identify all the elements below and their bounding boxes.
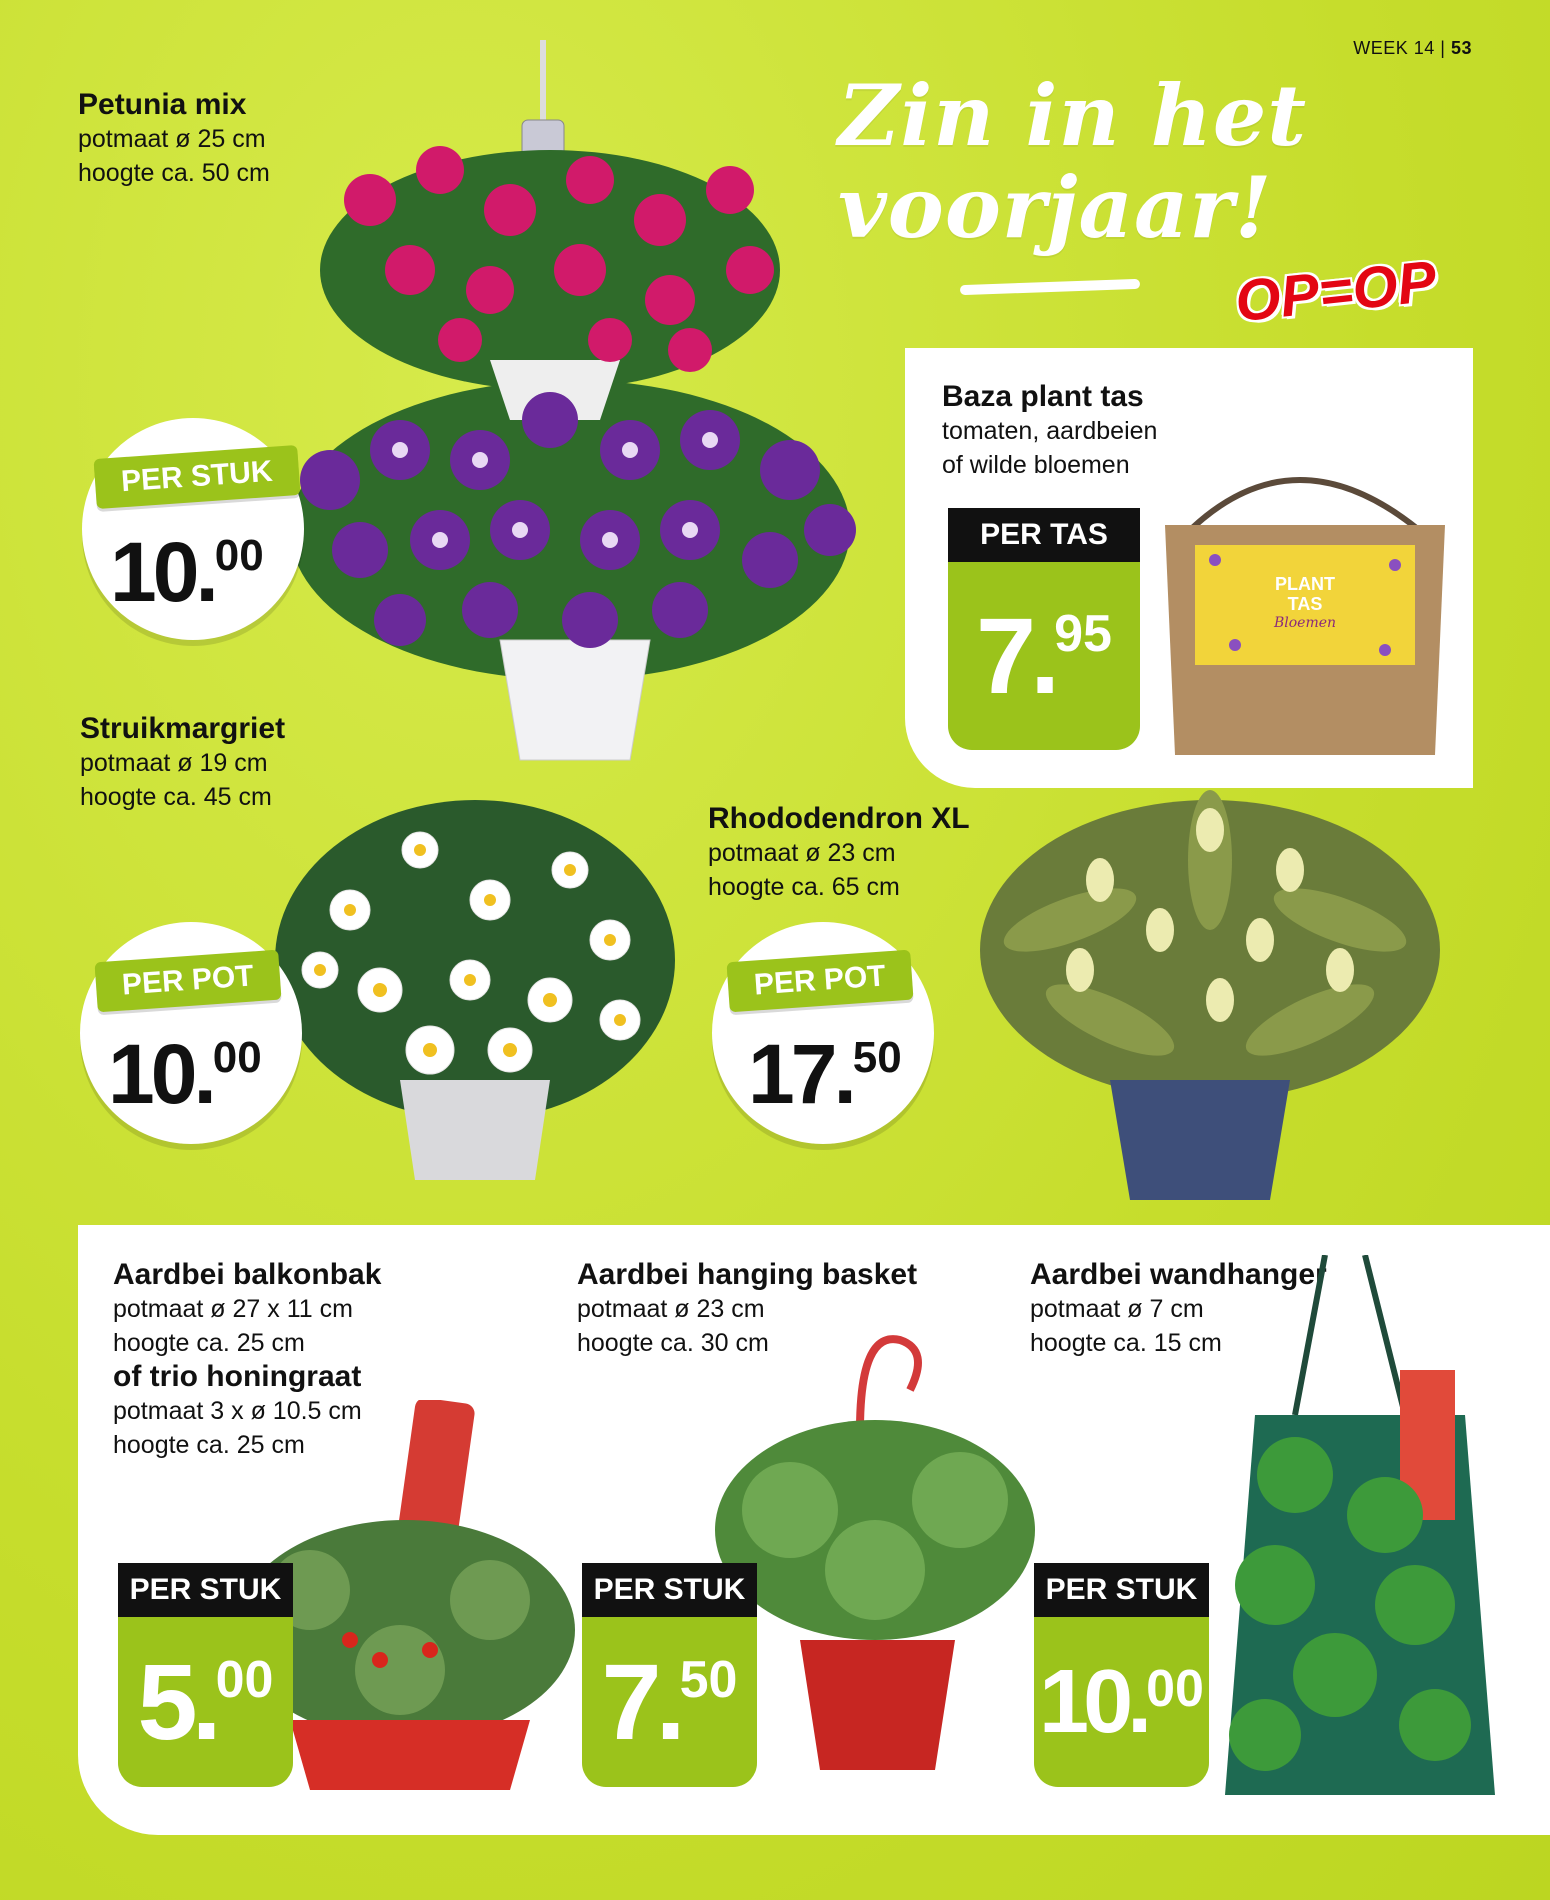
price-main: 10 [1039,1652,1128,1752]
rhododendron-unit-label: PER POT [726,950,913,1013]
product-height: hoogte ca. 25 cm [113,1329,305,1357]
product-size: potmaat ø 23 cm [708,839,896,867]
wandhanger-unit-label: PER STUK [1034,1563,1209,1617]
product-title-alt: of trio honingraat [113,1360,362,1393]
product-title: Rhododendron XL [708,802,970,835]
balkonbak-price: 5.00 [118,1617,293,1787]
wandhanger-price: 10.00 [1034,1617,1209,1787]
product-title: Aardbei hanging basket [577,1258,918,1291]
rhododendron-image [960,770,1460,1210]
petunia-price: 10.00 [110,525,264,619]
price-cents: 95 [1054,605,1112,663]
struikmargriet-price: 10.00 [108,1027,262,1121]
bag-label-line-1: PLANT [1275,574,1335,594]
baza-info [942,380,1157,482]
headline [838,66,1308,257]
product-variant-1: tomaten, aardbeien [942,417,1158,445]
bag-label-line-3: Bloemen [1273,615,1337,631]
week-label: WEEK 14 [1353,38,1435,58]
product-title: Petunia mix [78,88,247,121]
struikmargriet-image [270,790,680,1190]
product-size: potmaat ø 7 cm [1030,1295,1204,1323]
product-size: potmaat ø 23 cm [577,1295,765,1323]
price-cents: 00 [215,1651,274,1709]
product-size-alt: potmaat 3 x ø 10.5 cm [113,1397,362,1425]
headline-underline [960,279,1140,295]
product-height: hoogte ca. 45 cm [80,783,272,811]
price-main: 17 [748,1027,834,1121]
product-height-alt: hoogte ca. 25 cm [113,1431,305,1459]
baza-price: 7.95 [948,562,1140,750]
product-size: potmaat ø 19 cm [80,749,268,777]
bag-label-line-2: TAS [1287,594,1323,614]
baza-bag-image [1155,445,1455,765]
product-height: hoogte ca. 65 cm [708,873,900,901]
product-title: Aardbei wandhanger [1030,1258,1327,1291]
price-cents: 50 [852,1033,902,1082]
product-size: potmaat ø 27 x 11 cm [113,1295,353,1323]
product-title: Baza plant tas [942,380,1144,413]
rhododendron-price: 17.50 [748,1027,902,1121]
price-main: 10 [110,525,196,619]
product-height: hoogte ca. 30 cm [577,1329,769,1357]
price-main: 10 [108,1027,194,1121]
price-main: 5 [137,1641,192,1762]
headline-line-1: Zin in het [838,66,1308,165]
rhododendron-info [708,802,970,904]
product-height: hoogte ca. 15 cm [1030,1329,1222,1357]
struikmargriet-info [80,712,285,814]
petunia-image [290,40,890,770]
price-cents: 00 [1146,1660,1204,1718]
hanging-basket-image [710,1310,1040,1780]
price-main: 7 [601,1641,656,1762]
product-variant-2: of wilde bloemen [942,451,1130,479]
hanging-price: 7.50 [582,1617,757,1787]
baza-unit-label: PER TAS [948,508,1140,562]
product-title: Aardbei balkonbak [113,1258,382,1291]
balkonbak-unit-label: PER STUK [118,1563,293,1617]
struikmargriet-unit-label: PER POT [94,950,281,1013]
product-title: Struikmargriet [80,712,286,745]
op-op-badge: OP=OP [1232,248,1440,335]
product-height: hoogte ca. 50 cm [78,159,270,187]
price-cents: 00 [212,1033,262,1082]
petunia-info [78,88,270,190]
headline-line-2: voorjaar! [838,158,1273,257]
week-page-label: WEEK 14 | 53 [1353,38,1472,58]
page-number: 53 [1450,38,1472,58]
price-cents: 00 [214,531,264,580]
hanging-unit-label: PER STUK [582,1563,757,1617]
price-main: 7 [976,595,1031,716]
petunia-unit-label: PER STUK [94,445,301,509]
price-cents: 50 [679,1651,738,1709]
wandhanger-image [1215,1255,1505,1805]
product-size: potmaat ø 25 cm [78,125,266,153]
